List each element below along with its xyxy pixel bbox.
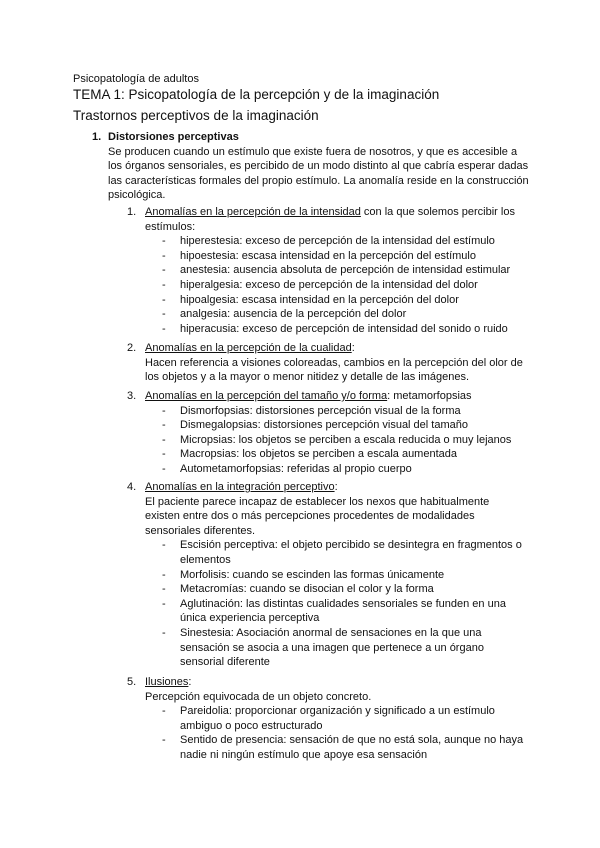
course-title: Psicopatología de adultos bbox=[73, 73, 199, 85]
list-item: - Dismorfopsias: distorsiones percepción visual de la forma bbox=[162, 404, 461, 417]
subsection-intensidad bbox=[127, 205, 527, 336]
subsection-description: Hacen referencia a visiones coloreadas, cambios en la percepción del olor de los objetos y a la mayor o menor nitidez y detalle de las imágenes. bbox=[145, 356, 523, 384]
list-item: - Escisión perceptiva: el objeto percibido se desintegra en fragmentos o elementos bbox=[162, 539, 522, 566]
subsection-number: 4. bbox=[127, 481, 137, 493]
subsection-description: El paciente parece incapaz de establecer los nexos que habitualmente existen entre dos o más percepciones procedentes de modalidades sensoriales diferentes. bbox=[145, 495, 490, 537]
list-item: - Sinestesia: Asociación anormal de sensaciones en la que una sensación se asocia a una imagen que pertenece a un órgano sensorial diferente bbox=[162, 626, 484, 669]
bullet-list bbox=[145, 704, 527, 762]
subsection-tamano-forma bbox=[127, 389, 527, 477]
subsection-cualidad bbox=[127, 341, 527, 385]
subsection-number: 1. bbox=[127, 206, 137, 218]
section-subtitle: Trastornos perceptivos de la imaginación bbox=[73, 108, 319, 123]
section-distorsiones bbox=[92, 130, 532, 203]
subsection-number: 5. bbox=[127, 676, 137, 688]
subsection-title-rest: : bbox=[334, 481, 338, 493]
list-item: - Pareidolia: proporcionar organización y significado a un estímulo ambiguo o poco estructurado bbox=[162, 705, 495, 732]
subsection-integracion bbox=[127, 480, 527, 670]
section-description: Se producen cuando un estímulo que existe fuera de nosotros, y que es accesible a los órganos sensoriales, es percibido de un modo distinto al que cabría esperar dadas las características formales del propio estímulo. La anomalía reside en la construcción psicológica. bbox=[108, 145, 529, 202]
subsection-title-rest: : metamorfopsias bbox=[387, 390, 472, 402]
subsection-number: 2. bbox=[127, 342, 137, 354]
bullet-list bbox=[145, 234, 527, 336]
topic-title: TEMA 1: Psicopatología de la percepción y de la imaginación bbox=[73, 87, 440, 102]
section-title: Distorsiones perceptivas bbox=[108, 131, 239, 143]
subsection-title-rest: : bbox=[351, 342, 355, 354]
subsection-title: Ilusiones bbox=[145, 676, 189, 688]
subsection-title: Anomalías en la integración perceptivo bbox=[145, 481, 335, 493]
subsection-title: Anomalías en la percepción de la intensidad bbox=[145, 206, 361, 218]
list-item: - hipoestesia: escasa intensidad en la percepción del estímulo bbox=[162, 249, 476, 262]
subsection-title-rest: : bbox=[188, 676, 192, 688]
bullet-list bbox=[145, 404, 527, 477]
subsection-description: Percepción equivocada de un objeto concreto. bbox=[145, 690, 372, 703]
list-item: - hiperestesia: exceso de percepción de la intensidad del estímulo bbox=[162, 235, 495, 248]
subsection-title-rest: con la que solemos percibir los estímulos: bbox=[145, 206, 515, 233]
list-item: - Autometamorfopsias: referidas al propio cuerpo bbox=[162, 462, 412, 475]
list-item: - analgesia: ausencia de la percepción del dolor bbox=[162, 308, 407, 321]
list-item: - Metacromías: cuando se disocian el color y la forma bbox=[162, 583, 434, 596]
list-item: - Sentido de presencia: sensación de que no está sola, aunque no haya nadie ni ningún estímulo que apoye esa sensación bbox=[162, 734, 524, 761]
list-item: - hiperacusia: exceso de percepción de intensidad del sonido o ruido bbox=[162, 322, 508, 335]
section-number: 1. bbox=[92, 131, 102, 143]
list-item: - hiperalgesia: exceso de percepción de la intensidad del dolor bbox=[162, 278, 478, 291]
list-item: - hipoalgesia: escasa intensidad en la percepción del dolor bbox=[162, 293, 459, 306]
subsection-ilusiones bbox=[127, 675, 527, 763]
list-item: - Dismegalopsias: distorsiones percepción visual del tamaño bbox=[162, 419, 468, 432]
list-item: - Aglutinación: las distintas cualidades sensoriales se funden en una única experiencia perceptiva bbox=[162, 597, 506, 625]
list-item: - anestesia: ausencia absoluta de percepción de intensidad estimular bbox=[162, 264, 511, 277]
list-item: - Morfolisis: cuando se escinden las formas únicamente bbox=[162, 568, 445, 581]
list-item: - Macropsias: los objetos se perciben a escala aumentada bbox=[162, 448, 457, 461]
list-item: - Micropsias: los objetos se perciben a escala reducida o muy lejanos bbox=[162, 433, 512, 446]
subsection-title: Anomalías en la percepción de la cualidad bbox=[145, 342, 352, 354]
subsection-number: 3. bbox=[127, 390, 137, 402]
subsection-title: Anomalías en la percepción del tamaño y/o forma bbox=[145, 390, 388, 402]
bullet-list bbox=[145, 538, 527, 669]
